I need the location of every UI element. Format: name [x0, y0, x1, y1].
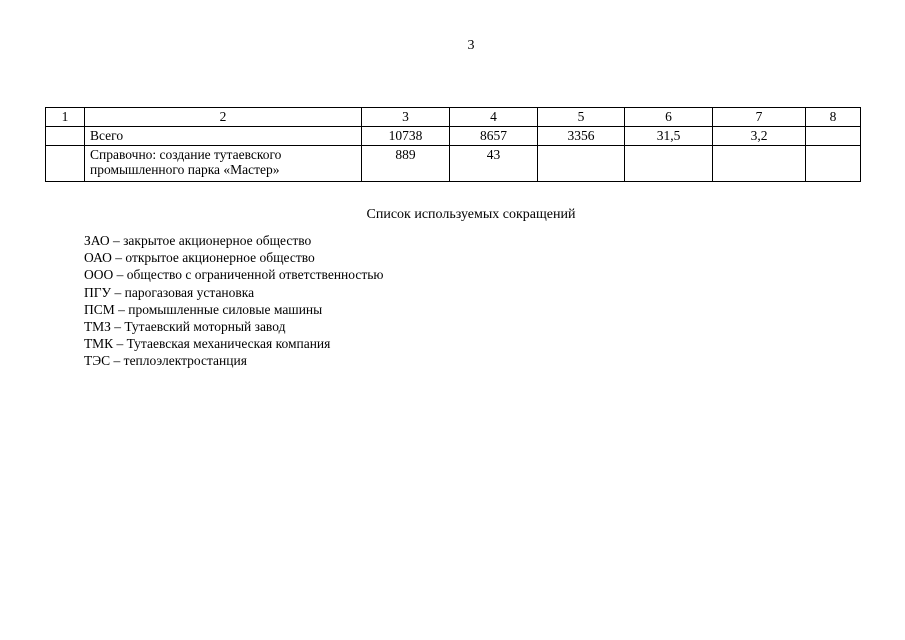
table-cell: [538, 146, 625, 182]
table-row: [46, 127, 861, 146]
table-cell: 31,5: [625, 127, 713, 146]
column-header: 6: [625, 108, 713, 127]
column-header: 3: [362, 108, 450, 127]
column-header: 2: [85, 108, 362, 127]
column-header: 4: [450, 108, 538, 127]
table-header-row: [46, 108, 861, 127]
table-cell: [806, 146, 861, 182]
list-item: ООО – общество с ограниченной ответственностью: [84, 267, 384, 283]
list-item: ПГУ – парогазовая установка: [84, 284, 255, 300]
list-item: ОАО – открытое акционерное общество: [84, 250, 315, 266]
row-name-cell: Справочно: создание тутаевского промышленного парка «Мастер»: [85, 146, 362, 182]
table-cell: [46, 127, 85, 146]
list-item: ЗАО – закрытое акционерное общество: [84, 233, 312, 248]
column-header: 7: [713, 108, 806, 127]
table-cell: 3356: [538, 127, 625, 146]
list-item: ТМЗ – Тутаевский моторный завод: [84, 319, 286, 335]
table-cell: [713, 146, 806, 182]
table-row: [46, 146, 861, 182]
column-header: 5: [538, 108, 625, 127]
table-cell: [806, 127, 861, 146]
abbreviations-list: [84, 232, 384, 370]
table-cell: 10738: [362, 127, 450, 146]
list-item: ТЭС – теплоэлектростанция: [84, 353, 247, 369]
list-item: ТМК – Тутаевская механическая компания: [84, 336, 331, 352]
table-cell: 43: [450, 146, 538, 182]
table-cell: [46, 146, 85, 182]
table-cell: 8657: [450, 127, 538, 146]
table-cell: 3,2: [713, 127, 806, 146]
row-name-cell: Всего: [85, 127, 362, 146]
table-cell: [625, 146, 713, 182]
data-table: [45, 107, 861, 182]
list-item: ПСМ – промышленные силовые машины: [84, 301, 323, 317]
table-cell: 889: [362, 146, 450, 182]
column-header: 1: [46, 108, 85, 127]
page-number: 3: [467, 38, 475, 53]
abbreviations-title: Список используемых сокращений: [366, 207, 576, 222]
column-header: 8: [806, 108, 861, 127]
